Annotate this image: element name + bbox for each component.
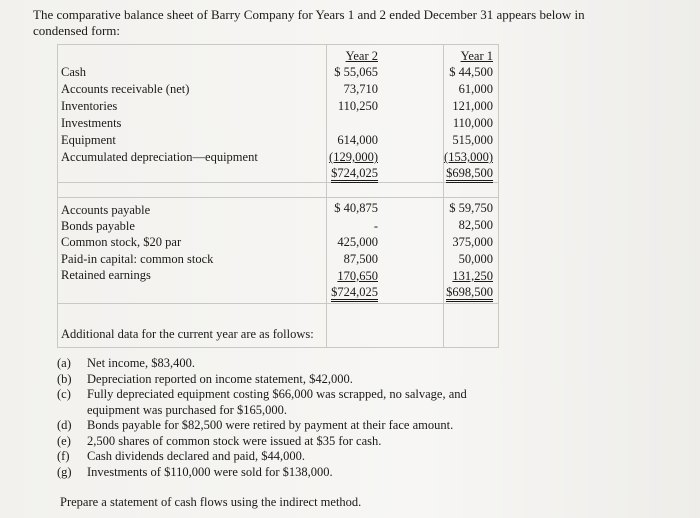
list-item <box>57 434 657 450</box>
asset-year1: 121,000 <box>452 99 493 113</box>
asset-label: Cash <box>61 65 86 79</box>
asset-label: Inventories <box>61 99 118 113</box>
liability-year1: $ 59,750 <box>449 201 493 215</box>
additional-data-heading: Additional data for the current year are as follows: <box>61 327 314 341</box>
header-year2: Year 2 <box>345 49 378 63</box>
asset-year2: 73,710 <box>343 82 378 96</box>
asset-label: Accounts receivable (net) <box>61 82 190 96</box>
item-text: 2,500 shares of common stock were issued at $35 for cash. <box>87 433 382 448</box>
intro-text: The comparative balance sheet of Barry Company for Years 1 and 2 ended December 31 appears below in condensed form: <box>33 7 585 38</box>
list-item <box>57 449 657 465</box>
item-label: (g) <box>57 464 72 479</box>
liability-label: Bonds payable <box>61 219 135 233</box>
liability-label: Retained earnings <box>61 268 151 282</box>
liability-year2: 170,650 <box>337 269 378 283</box>
list-item <box>57 372 657 388</box>
liability-year2: 425,000 <box>337 235 378 249</box>
section-divider <box>58 182 498 183</box>
liability-label: Paid-in capital: common stock <box>61 252 214 266</box>
assets-total-year1: $698,500 <box>446 166 493 183</box>
item-text: Depreciation reported on income statement, $42,000. <box>87 371 353 386</box>
balance-sheet-table <box>57 44 499 348</box>
asset-year2: (129,000) <box>329 150 378 164</box>
liability-label: Accounts payable <box>61 203 151 217</box>
item-text: Investments of $110,000 were sold for $138,000. <box>87 464 333 479</box>
item-label: (d) <box>57 418 72 432</box>
item-label: (e) <box>57 433 71 448</box>
liability-year1: 131,250 <box>452 269 493 283</box>
task-prompt: Prepare a statement of cash flows using the indirect method. <box>60 495 362 509</box>
asset-label: Investments <box>61 116 122 130</box>
asset-year1: 110,000 <box>452 116 493 130</box>
liability-label: Common stock, $20 par <box>61 235 182 249</box>
additional-data-list <box>57 356 657 480</box>
list-item <box>57 418 657 434</box>
liabilities-total-year2: $724,025 <box>331 285 378 302</box>
asset-year2: 110,250 <box>337 99 378 113</box>
liability-year2: $ 40,875 <box>334 201 378 215</box>
asset-year1: 61,000 <box>458 82 493 96</box>
liabilities-total-year1: $698,500 <box>446 285 493 302</box>
asset-label: Accumulated depreciation—equipment <box>61 150 258 164</box>
asset-label: Equipment <box>61 133 116 147</box>
liability-year2: 87,500 <box>343 252 378 266</box>
item-label: (f) <box>57 449 70 463</box>
item-text: Fully depreciated equipment costing $66,000 was scrapped, no salvage, and equipment was purchased for $165,000. <box>87 387 467 417</box>
asset-year1: 515,000 <box>452 133 493 147</box>
liability-year1: 375,000 <box>452 235 493 249</box>
section-divider <box>58 197 498 198</box>
liability-year2: - <box>373 219 378 233</box>
asset-year2 <box>298 115 378 131</box>
item-text: Cash dividends declared and paid, $44,000. <box>87 449 306 463</box>
item-text: Net income, $83,400. <box>87 356 195 370</box>
section-divider <box>58 303 498 304</box>
asset-year2: 614,000 <box>337 133 378 147</box>
list-item <box>57 387 487 418</box>
asset-year1: (153,000) <box>444 150 493 164</box>
item-text: Bonds payable for $82,500 were retired by payment at their face amount. <box>87 418 454 432</box>
list-item <box>57 465 657 481</box>
asset-year2: $ 55,065 <box>334 65 378 79</box>
asset-year1: $ 44,500 <box>449 65 493 79</box>
item-label: (b) <box>57 371 72 386</box>
item-label: (a) <box>57 356 71 370</box>
liability-year1: 82,500 <box>458 218 493 232</box>
list-item <box>57 356 657 372</box>
liability-year1: 50,000 <box>458 252 493 266</box>
header-year1: Year 1 <box>460 49 493 63</box>
item-label: (c) <box>57 387 71 401</box>
assets-total-year2: $724,025 <box>331 166 378 183</box>
